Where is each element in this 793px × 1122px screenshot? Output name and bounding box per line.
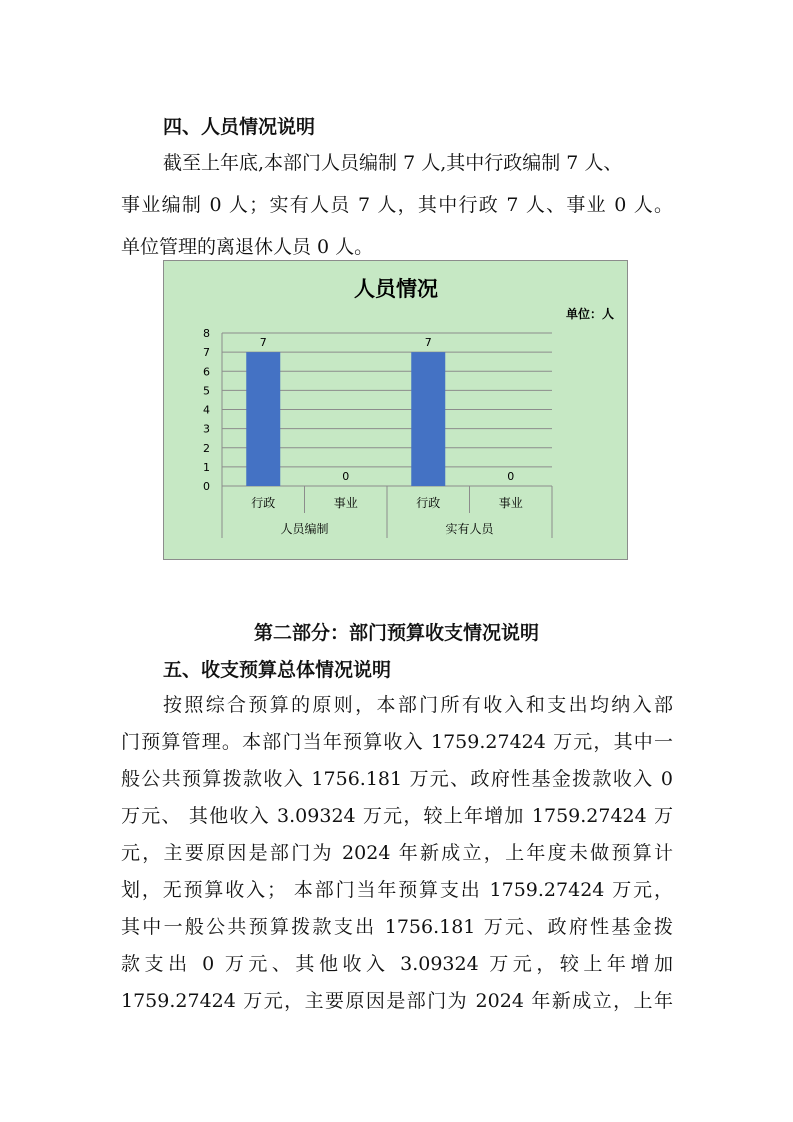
staff-chart bbox=[163, 260, 628, 560]
data-label: 7 bbox=[424, 336, 432, 350]
section-heading-staff: 四、人员情况说明 bbox=[163, 116, 316, 138]
data-label: 0 bbox=[507, 470, 515, 483]
group-label: 人员编制 bbox=[280, 522, 329, 536]
paragraph-line: 单位管理的离退休人员 0 人。 bbox=[121, 236, 374, 258]
y-tick-label: 7 bbox=[203, 346, 210, 360]
paragraph-line: 门预算管理。本部门当年预算收入 1759.27424 万元，其中一 bbox=[121, 731, 673, 753]
section-heading-budget: 五、收支预算总体情况说明 bbox=[163, 659, 392, 681]
y-tick-label: 1 bbox=[203, 460, 210, 474]
paragraph-line: 截至上年底,本部门人员编制 7 人,其中行政编制 7 人、 bbox=[163, 152, 623, 174]
y-tick-label: 8 bbox=[203, 327, 210, 340]
y-tick-label: 0 bbox=[203, 480, 210, 493]
y-tick-label: 5 bbox=[203, 384, 210, 398]
category-label: 行政 bbox=[416, 496, 441, 510]
bar bbox=[411, 352, 445, 486]
paragraph-line: 按照综合预算的原则，本部门所有收入和支出均纳入部 bbox=[163, 694, 673, 716]
data-label: 0 bbox=[342, 470, 350, 483]
bar bbox=[246, 352, 280, 486]
paragraph-line: 事业编制 0 人；实有人员 7 人，其中行政 7 人、事业 0 人。 bbox=[121, 194, 673, 216]
paragraph-line: 1759.27424 万元，主要原因是部门为 2024 年新成立，上年 bbox=[121, 990, 673, 1012]
category-label: 事业 bbox=[333, 496, 358, 510]
paragraph-line: 般公共预算拨款收入 1756.181 万元、政府性基金拨款收入 0 bbox=[121, 768, 673, 790]
paragraph-line: 款支出 0 万元、其他收入 3.09324 万元，较上年增加 bbox=[121, 953, 673, 975]
chart-unit-label: 单位：人 bbox=[565, 307, 614, 321]
group-label: 实有人员 bbox=[445, 522, 494, 536]
chart-title: 人员情况 bbox=[354, 277, 438, 301]
y-tick-label: 2 bbox=[203, 441, 210, 455]
paragraph-line: 元，主要原因是部门为 2024 年新成立，上年度未做预算计 bbox=[121, 842, 673, 864]
chart-canvas bbox=[164, 261, 629, 561]
y-tick-label: 3 bbox=[203, 422, 210, 436]
category-label: 事业 bbox=[498, 496, 523, 510]
paragraph-line: 划，无预算收入； 本部门当年预算支出 1759.27424 万元， bbox=[121, 879, 673, 901]
y-tick-label: 6 bbox=[203, 365, 210, 379]
y-tick-label: 4 bbox=[203, 403, 210, 417]
paragraph-line: 其中一般公共预算拨款支出 1756.181 万元、政府性基金拨 bbox=[121, 916, 673, 938]
part-two-title: 第二部分：部门预算收支情况说明 bbox=[253, 622, 539, 644]
data-label: 7 bbox=[259, 336, 267, 350]
paragraph-line: 万元、 其他收入 3.09324 万元，较上年增加 1759.27424 万 bbox=[121, 805, 673, 827]
category-label: 行政 bbox=[251, 496, 276, 510]
